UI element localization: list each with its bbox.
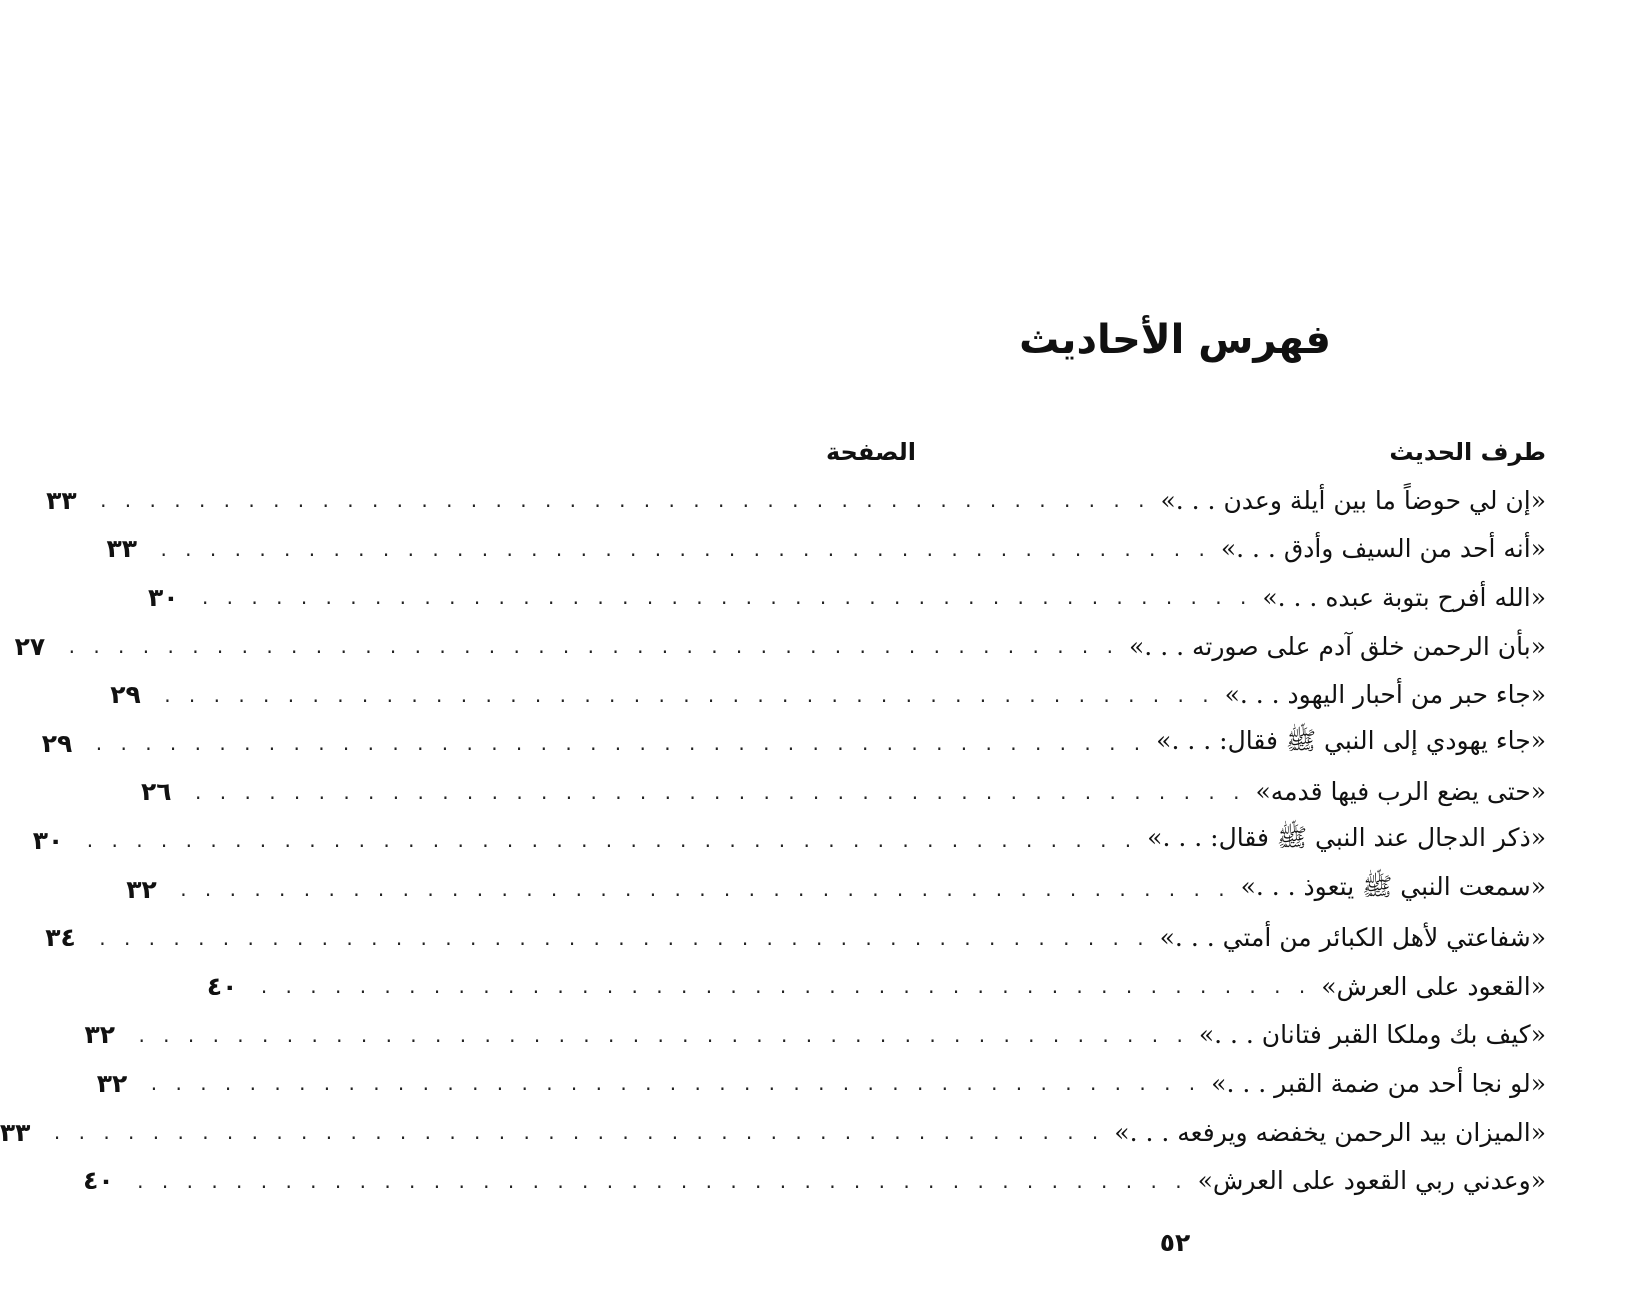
dot-leader: . . . . . . . . . . . . . . . . . . . . . . . . . . . . . . . . . . . . . . . . . . . [180, 877, 1231, 902]
page-ref: ٣٣ [46, 485, 77, 515]
page-ref: ٣٣ [106, 534, 137, 564]
hadith-text: «لو نجا أحد من ضمة القبر . . .» [1211, 1068, 1546, 1098]
hadith-text: «إن لي حوضاً ما بين أيلة وعدن . . .» [1160, 485, 1546, 515]
hadith-text: «حتى يضع الرب فيها قدمه» [1255, 777, 1546, 807]
list-item [14, 622, 1546, 671]
dot-leader: . . . . . . . . . . . . . . . . . . . . . . . . . . . . . . . . . . . . . . . . . . . [86, 828, 1138, 853]
dot-leader: . . . . . . . . . . . . . . . . . . . . . . . . . . . . . . . . . . . . . . . . . . . [138, 1022, 1189, 1047]
hadith-text: «وعدني ربي القعود على العرش» [1197, 1166, 1546, 1196]
hadith-text: «ذكر الدجال عند النبي ﷺ فقال: . . .» [1147, 822, 1546, 852]
list-item [126, 865, 1546, 914]
dot-leader: . . . . . . . . . . . . . . . . . . . . . . . . . . . . . . . . . . . . . . . . . . . [53, 1120, 1105, 1145]
list-item [41, 719, 1546, 768]
page-column-header: الصفحة [825, 438, 916, 466]
hadith-column-header: طرف الحديث [1389, 438, 1546, 466]
page-ref: ٣٢ [96, 1068, 128, 1098]
hadith-text: «بأن الرحمن خلق آدم على صورته . . .» [1129, 631, 1546, 661]
page-ref: ٣٠ [147, 582, 179, 612]
list-item [32, 816, 1546, 865]
dot-leader: . . . . . . . . . . . . . . . . . . . . . . . . . . . . . . . . . . . . . . . . . . . [260, 974, 1312, 999]
hadith-text: «شفاعتي لأهل الكبائر من أمتي . . .» [1159, 923, 1546, 953]
index-header [825, 432, 1546, 472]
page-ref: ٤٠ [206, 971, 238, 1001]
list-item [110, 670, 1546, 719]
page-ref: ٤٠ [83, 1166, 114, 1196]
dot-leader: . . . . . . . . . . . . . . . . . . . . . . . . . . . . . . . . . . . . . . . . . . . [99, 925, 1150, 950]
hadith-index-list [0, 476, 1546, 1205]
page-ref: ٣٣ [0, 1117, 31, 1147]
dot-leader: . . . . . . . . . . . . . . . . . . . . . . . . . . . . . . . . . . . . . . . . . . . [95, 731, 1147, 756]
list-item [83, 1156, 1546, 1205]
dot-leader: . . . . . . . . . . . . . . . . . . . . . . . . . . . . . . . . . . . . . . . . . . . [100, 488, 1151, 513]
hadith-text: «أنه أحد من السيف وأدق . . .» [1220, 534, 1546, 564]
dot-leader: . . . . . . . . . . . . . . . . . . . . . . . . . . . . . . . . . . . . . . . . . . . [195, 779, 1246, 804]
dot-leader: . . . . . . . . . . . . . . . . . . . . . . . . . . . . . . . . . . . . . . . . . . . [164, 682, 1215, 707]
hadith-text: «جاء يهودي إلى النبي ﷺ فقال: . . .» [1156, 725, 1546, 755]
page-ref: ٣٤ [45, 923, 76, 953]
dot-leader: . . . . . . . . . . . . . . . . . . . . . . . . . . . . . . . . . . . . . . . . . . . [150, 1071, 1202, 1096]
page-number: ٥٢ [1159, 1228, 1191, 1257]
hadith-text: «كيف بك وملكا القبر فتانان . . .» [1198, 1020, 1546, 1050]
list-item [141, 768, 1546, 817]
page-ref: ٣٢ [84, 1020, 115, 1050]
list-item [106, 525, 1546, 574]
page-title: فهرس الأحاديث [1019, 317, 1331, 363]
hadith-text: «الميزان بيد الرحمن يخفضه ويرفعه . . .» [1114, 1117, 1546, 1147]
hadith-text: «القعود على العرش» [1321, 971, 1546, 1001]
list-item [0, 1108, 1546, 1157]
list-item [206, 962, 1546, 1011]
page-ref: ٢٦ [141, 777, 172, 807]
page-ref: ٢٧ [14, 631, 46, 661]
dot-leader: . . . . . . . . . . . . . . . . . . . . . . . . . . . . . . . . . . . . . . . . . . . [137, 1168, 1188, 1193]
list-item [96, 1059, 1546, 1108]
page-ref: ٢٩ [110, 680, 141, 710]
list-item [45, 913, 1546, 962]
page-ref: ٣٢ [126, 874, 157, 904]
page-ref: ٢٩ [41, 728, 73, 758]
hadith-text: «الله أفرح بتوبة عبده . . .» [1262, 582, 1546, 612]
dot-leader: . . . . . . . . . . . . . . . . . . . . . . . . . . . . . . . . . . . . . . . . . . . [201, 585, 1253, 610]
list-item [84, 1011, 1546, 1060]
dot-leader: . . . . . . . . . . . . . . . . . . . . . . . . . . . . . . . . . . . . . . . . . . . [68, 634, 1120, 659]
hadith-text: «جاء حبر من أحبار اليهود . . .» [1224, 680, 1546, 710]
list-item [147, 573, 1546, 622]
hadith-text: «سمعت النبي ﷺ يتعوذ . . .» [1240, 871, 1546, 901]
list-item [46, 476, 1546, 525]
dot-leader: . . . . . . . . . . . . . . . . . . . . . . . . . . . . . . . . . . . . . . . . . . . [160, 536, 1211, 561]
page-ref: ٣٠ [32, 825, 64, 855]
